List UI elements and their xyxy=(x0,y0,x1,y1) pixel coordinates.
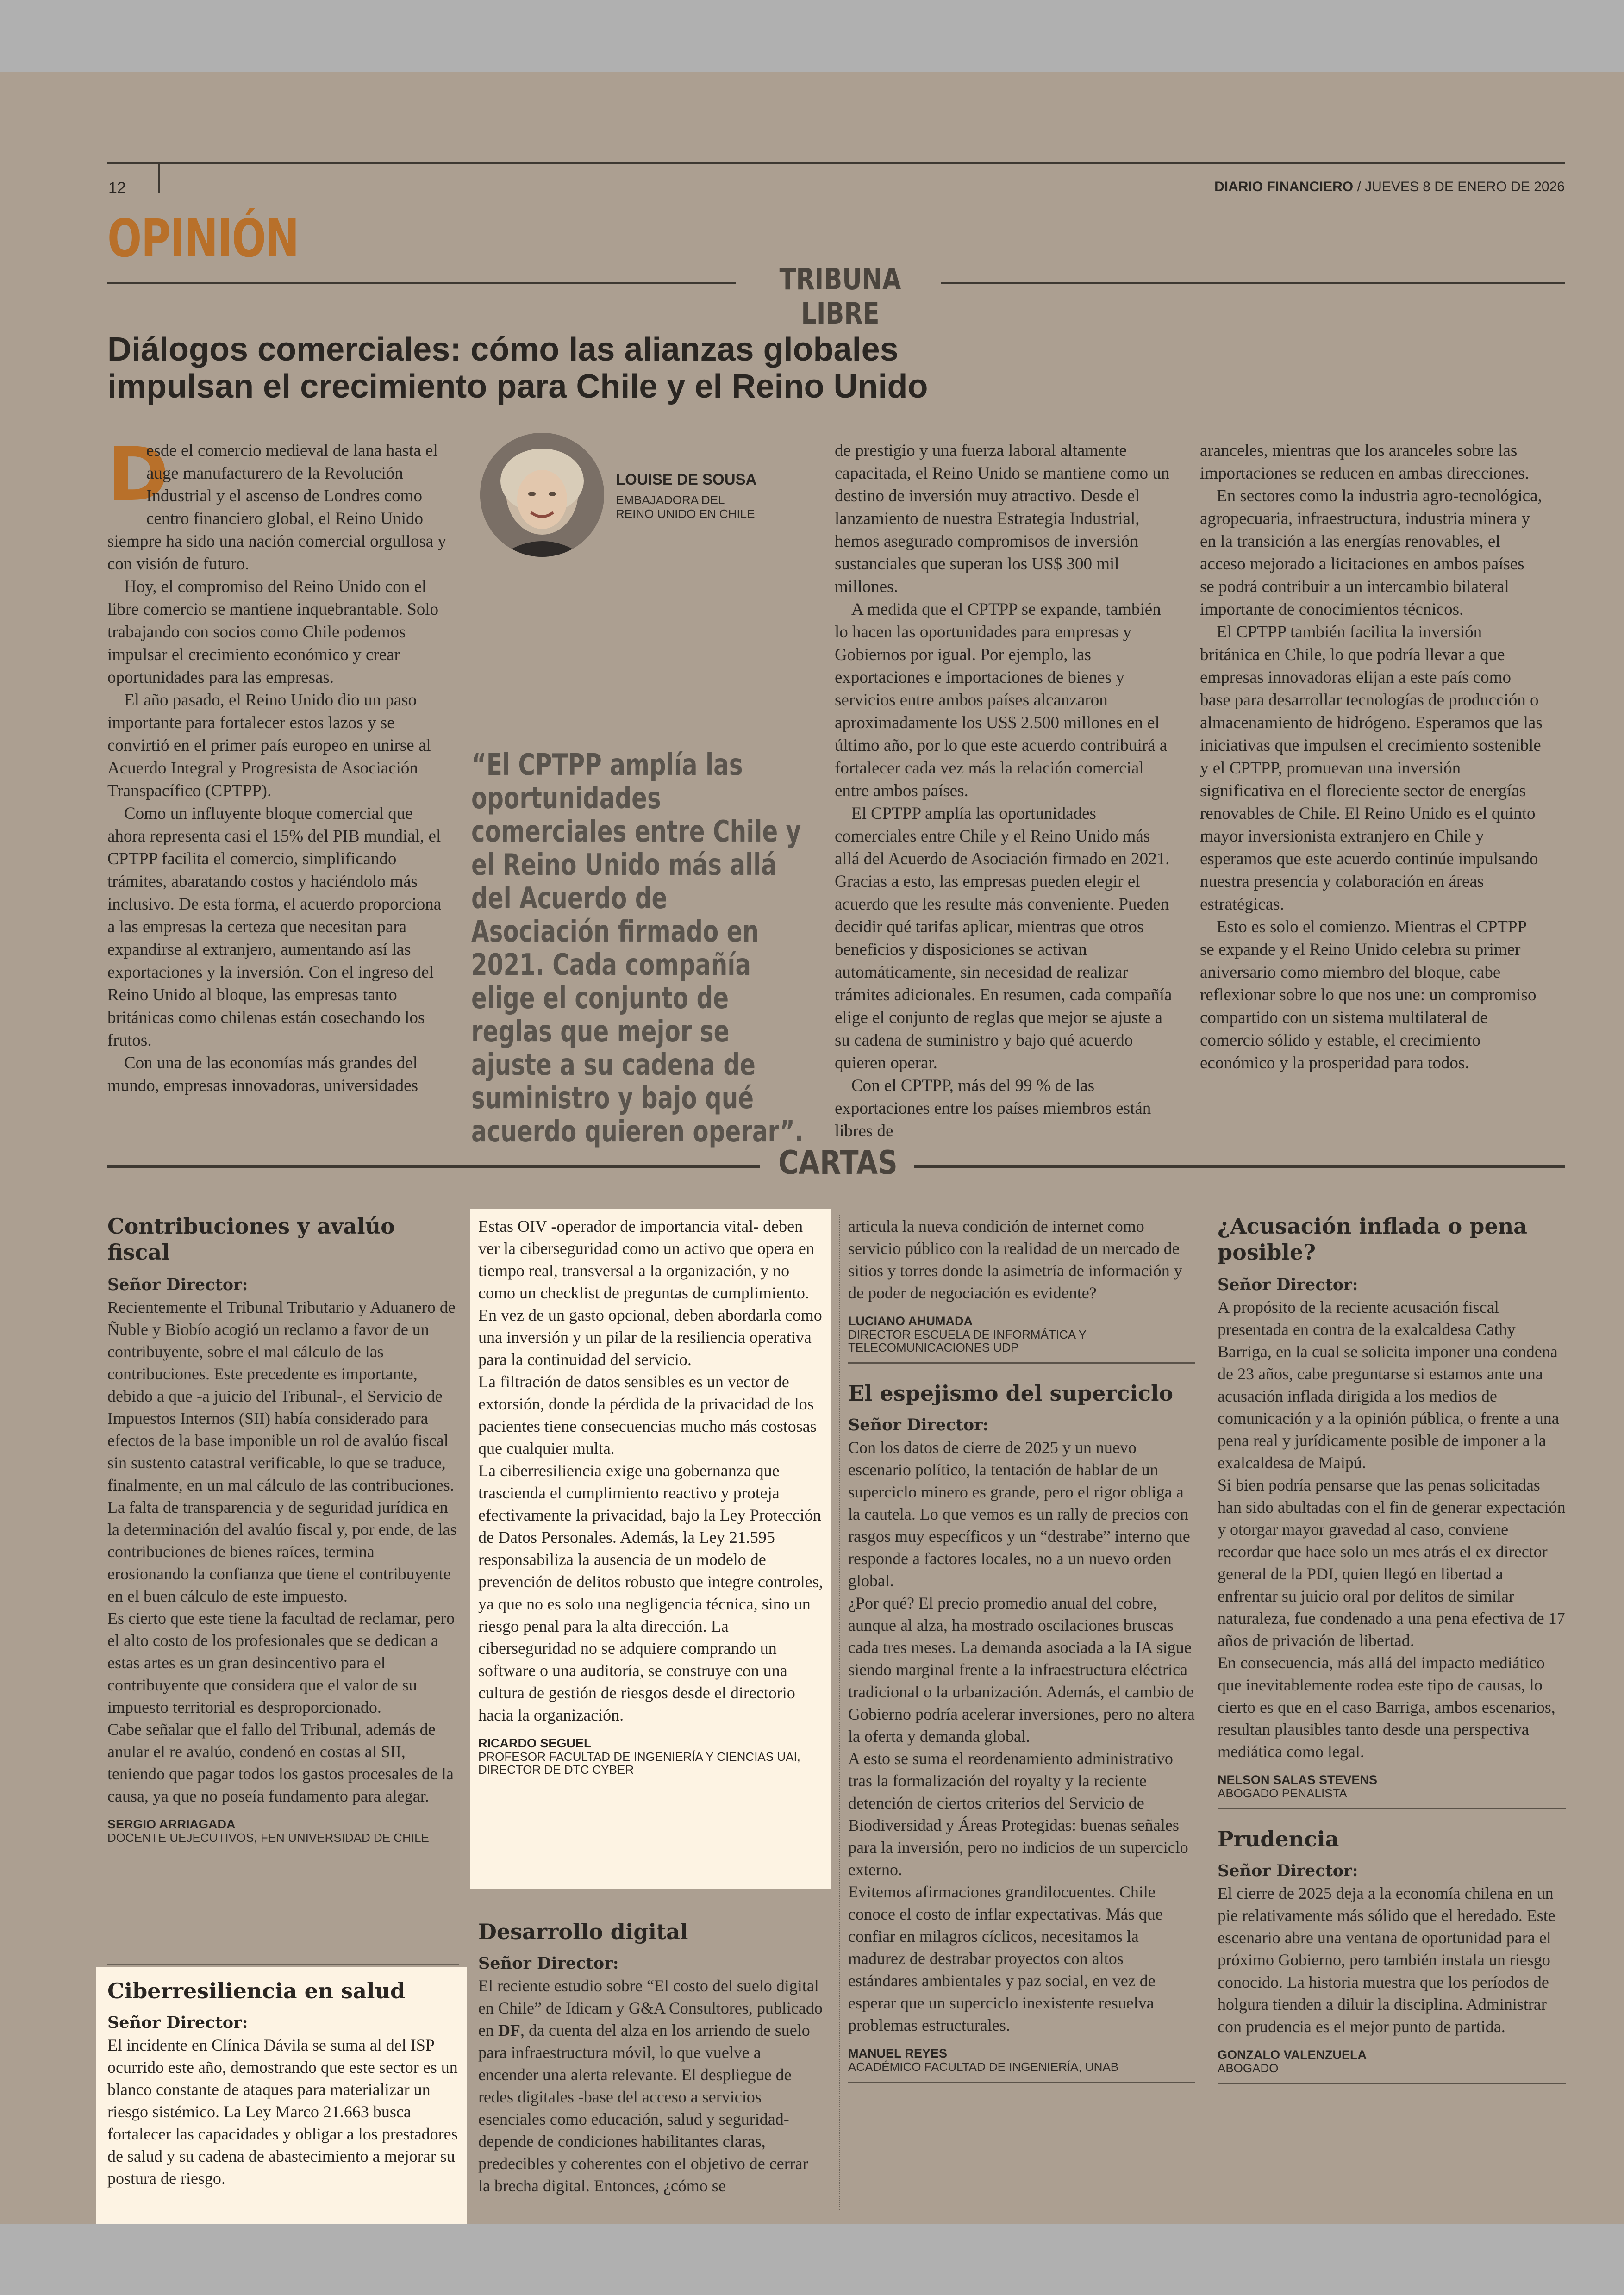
author-photo xyxy=(480,433,604,557)
letter-title: Ciberresiliencia en salud xyxy=(107,1978,406,2003)
paragraph: aranceles, mientras que los aranceles sobre las importaciones se reducen en ambas direcciones. xyxy=(1200,441,1529,483)
article-column-3 xyxy=(835,439,1177,1142)
letter-divider xyxy=(1218,1808,1566,1809)
paragraph: El CPTPP también facilita la inversión británica en Chile, lo que podría llevar a que empresas innovadoras elijan a este país como base para desarrollar tecnologías de producción o almacenamiento de hidrógeno. Esperamos que las iniciativas que impulsen el crecimiento sostenible y el CPTPP, promuevan una inversión significativa en el floreciente sector de energías renovables de Chile. El Reino Unido es el quinto mayor inversionista extranjero en Chile y esperamos que este acuerdo continúe impulsando nuestra presencia y colaboración en áreas estratégicas. xyxy=(1200,623,1543,914)
paragraph: Esto es solo el comienzo. Mientras el CPTPP se expande y el Reino Unido celebra su primer aniversario como miembro del bloque, cabe reflexionar sobre lo que nos une: un compromiso compartido con un sistema multilateral de comercio sólido y estable, el crecimiento económico y la prosperidad para todos. xyxy=(1200,917,1537,1073)
letters-column-3 xyxy=(848,1215,1195,2083)
letter-signer-role: ACADÉMICO FACULTAD DE INGENIERÍA, UNAB xyxy=(848,2060,1119,2074)
letter-body: articula la nueva condición de internet como servicio público con la realidad de un mercado de sitios y torres donde la asimetría de información y de poder de negociación es evidente? xyxy=(848,1217,1182,1302)
paragraph: A medida que el CPTPP se expande, también lo hacen las oportunidades para empresas y Gobiernos por igual. Por ejemplo, las exportaciones e importaciones de bienes y servicios entre ambos países alcanzaron aproximadamente los US$ 2.500 millones en el último año, por lo que este acuerdo contribuirá a fortalecer cada vez más la relación comercial entre ambos países. xyxy=(835,600,1168,800)
paragraph: de prestigio y una fuerza laboral altamente capacitada, el Reino Unido se mantiene como un destino de inversión muy atractivo. Desde el lanzamiento de nuestra Estrategia Industrial, hemos asegurado compromisos de inversión sustanciales que superan los US$ 300 mil millones. xyxy=(835,441,1170,596)
author-block xyxy=(616,471,756,521)
letters-column-4 xyxy=(1218,1213,1566,2084)
salutation: Señor Director: xyxy=(1218,1275,1358,1294)
letter-signer: NELSON SALAS STEVENS xyxy=(1218,1773,1378,1787)
letter-title: Prudencia xyxy=(1218,1827,1339,1852)
salutation: Señor Director: xyxy=(107,1275,248,1294)
newspaper-page xyxy=(0,72,1624,2224)
letter-body: El incidente en Clínica Dávila se suma al del ISP ocurrido este año, demostrando que este sector es un blanco constante de ataques para materializar un riesgo sistémico. La Ley Marco 21.663 busca fortalecer las capacidades y obligar a los prestadores de salud y su cadena de abastecimiento a mejorar su postura de riesgo. xyxy=(107,2036,458,2188)
letter-signer: MANUEL REYES xyxy=(848,2046,948,2060)
article-column-4 xyxy=(1200,439,1543,1074)
letter-body: El reciente estudio sobre “El costo del suelo digital en Chile” de Idicam y G&A Consultores, publicado en DF, da cuenta del alza en los arriendo de suelo para infraestructura móvil, lo que vuelve a encender una alerta relevante. El despliegue de redes digitales -base del acceso a servicios esenciales como educación, salud y seguridad- depende de condiciones habilitantes claras, predecibles y coherentes con el objetivo de cerrar la brecha digital. Entonces, ¿cómo se xyxy=(478,1977,823,2195)
letter-body: Estas OIV -operador de importancia vital- deben ver la ciberseguridad como un activo que opera en tiempo real, transversal a la organización, y no como un checklist de preguntas de cumplimiento. En vez de un gasto opcional, deben abordarla como una inversión y un pilar de la resiliencia operativa para la continuidad del servicio. La filtración de datos sensibles es un vector de extorsión, donde la pérdida de la privacidad de los pacientes tiene consecuencias mucho más costosas que cualquier multa. La ciberresiliencia exige una gobernanza que trascienda el cumplimiento reactivo y proteja efectivamente la privacidad, bajo la Ley Protección de Datos Personales. Además, la Ley 21.595 responsabiliza la ausencia de un modelo de prevención de delitos robusto que integre controles, ya que no es solo una negligencia técnica, sino un riesgo penal para la alta dirección. La ciberseguridad no se adquiere comprando un software o una auditoría, se construye con una cultura de gestión de riesgos desde el directorio hacia la organización. xyxy=(478,1217,823,1724)
masthead: DIARIO FINANCIERO xyxy=(1214,179,1354,194)
paragraph: El año pasado, el Reino Unido dio un paso importante para fortalecer estos lazos y se convirtió en el primer país europeo en unirse al Acuerdo Integral y Progresista de Asociación Transpacífico (CPTPP). xyxy=(107,691,431,800)
letter-title: ¿Acusación inflada o pena posible? xyxy=(1218,1214,1527,1265)
tribuna-rule-left xyxy=(107,282,736,284)
salutation: Señor Director: xyxy=(1218,1861,1358,1880)
article-headline: Diálogos comerciales: cómo las alianzas globales impulsan el crecimiento para Chile y el Reino Unido xyxy=(107,331,928,405)
subsection-title: TRIBUNA LIBRE xyxy=(779,262,901,331)
letter-signer-role: DOCENTE UEJECUTIVOS, FEN UNIVERSIDAD DE CHILE xyxy=(107,1831,429,1845)
letter-signer-role: DIRECTOR ESCUELA DE INFORMÁTICA Y TELECOMUNICACIONES UDP xyxy=(848,1328,1087,1354)
portrait-photo-icon xyxy=(480,433,604,557)
paragraph: Como un influyente bloque comercial que ahora representa casi el 15% del PIB mundial, el CPTPP facilita el comercio, simplificando trámites, abaratando costos y haciéndolo más inclusivo. De esta forma, el acuerdo proporciona a las empresas la certeza que necesitan para expandirse al extranjero, aumentando así las exportaciones y la inversión. Con el ingreso del Reino Unido al bloque, las empresas tanto británicas como chilenas están cosechando los frutos. xyxy=(107,804,442,1050)
tribuna-rule-right xyxy=(941,282,1565,284)
paragraph: Hoy, el compromiso del Reino Unido con el libre comercio se mantiene inquebrantable. Solo trabajando con socios como Chile podemos impulsar el crecimiento económico y crear oportunidades para las empresas. xyxy=(107,577,439,687)
drop-cap: D xyxy=(107,431,169,518)
letter-desarrollo-digital xyxy=(478,1919,824,2197)
column-separator xyxy=(839,1215,840,2210)
cartas-rule-left xyxy=(107,1165,760,1168)
letter-signer-role: ABOGADO PENALISTA xyxy=(1218,1786,1347,1800)
letter-divider xyxy=(848,2082,1195,2083)
letter-signer: RICARDO SEGUEL xyxy=(478,1736,592,1750)
letter-body: Con los datos de cierre de 2025 y un nuevo escenario político, la tentación de hablar de un superciclo minero es grande, pero el rigor obliga a la cautela. Lo que vemos es un rally de precios con rasgos muy específicos y un “destrabe” interno que responde a factores locales, no a un nuevo orden global. ¿Por qué? El precio promedio anual del cobre, aunque al alza, ha mostrado oscilaciones bruscas cada tres meses. La demanda asociada a la IA sigue siendo marginal frente a la infraestructura eléctrica tradicional o la urbanización. Además, el cambio de Gobierno podría acelerar inversiones, pero no altera la oferta y demanda global. A esto se suma el reordenamiento administrativo tras la formalización del royalty y la reciente detención de ciertos criterios del Servicio de Biodiversidad y Áreas Protegidas: buenas señales para la inversión, pero no indicios de un superciclo externo. Evitemos afirmaciones grandilocuentes. Chile conoce el costo de inflar expectativas. Más que confiar en milagros cíclicos, necesitamos la madurez de destrabar proyectos con altos estándares ambientales y paz social, en vez de esperar que un superciclo inexistente resuelva problemas estructurales. xyxy=(848,1438,1195,2034)
top-rule-tick xyxy=(158,164,160,193)
letter-body: A propósito de la reciente acusación fiscal presentada en contra de la exalcaldesa Cathy Barriga, en la cual se solicita imponer una condena de 23 años, cabe preguntarse si estamos ante una acusación inflada dirigida a los medios de comunicación y a la opinión pública, o frente a una pena real y jurídicamente posible de imponer a la exalcaldesa de Maipú. Si bien podría pensarse que las penas solicitadas han sido abultadas con el fin de generar expectación y otorgar mayor gravedad al caso, conviene recordar que hace solo un mes atrás el ex director general de la PDI, quien llegó en libertad a enfrentar su juicio oral por delitos de similar naturaleza, fue condenado a una pena efectiva de 17 años de privación de libertad. En consecuencia, más allá del impacto mediático que inevitablemente rodea este tipo de causas, lo cierto es que en el caso Barriga, ambos escenarios, resultan plausibles tanto desde una perspectiva mediática como legal. xyxy=(1218,1298,1566,1761)
letter-signer-role: ABOGADO xyxy=(1218,2061,1279,2075)
cartas-heading: CARTAS xyxy=(778,1144,898,1182)
cartas-rule-right xyxy=(914,1165,1565,1168)
letter-divider xyxy=(848,1362,1195,1364)
paragraph: Con el CPTPP, más del 99 % de las exportaciones entre los países miembros están libres de xyxy=(835,1076,1151,1141)
letter-signer: SERGIO ARRIAGADA xyxy=(107,1817,236,1831)
letter-signer-role: PROFESOR FACULTAD DE INGENIERÍA Y CIENCIAS UAI, DIRECTOR DE DTC CYBER xyxy=(478,1750,800,1777)
letter-signer: LUCIANO AHUMADA xyxy=(848,1314,973,1328)
salutation: Señor Director: xyxy=(848,1416,989,1434)
page-number: 12 xyxy=(108,179,126,197)
letter-body: El cierre de 2025 deja a la economía chilena en un pie relativamente más sólido que el heredado. Este escenario abre una ventana de oportunidad para el próximo Gobierno, pero también instala un riesgo conocido. La historia muestra que los períodos de holgura tienden a diluir la disciplina. Administrar con prudencia es el mejor punto de partida. xyxy=(1218,1884,1555,2036)
letter-ciberresiliencia-part1 xyxy=(107,1978,459,2189)
paragraph: Con una de las economías más grandes del mundo, empresas innovadoras, universidades xyxy=(107,1054,418,1095)
letters-column-1 xyxy=(107,1213,459,1844)
issue-date: / JUEVES 8 DE ENERO DE 2026 xyxy=(1357,179,1565,194)
article-column-1: D esde el comercio medieval de lana hasta el auge manufacturero de la Revolución Industrial y el ascenso de Londres como centro financiero global, el Reino Unido siempre ha sido una nación comercial orgullosa y con visión de futuro. Hoy, el compromiso del Reino Unido con el libre comercio se mantiene inquebrantable. Solo trabajando con socios como Chile podemos impulsar el crecimiento económico y crear oportunidades para las empresas. El año pasado, el Reino Unido dio un paso importante para fortalecer estos lazos y se convirtió en el primer país europeo en unirse al Acuerdo Integral y Progresista de Asociación Transpacífico (CPTPP). Como un influyente bloque comercial que ahora representa casi el 15% del PIB mundial, el CPTPP facilita el comercio, simplificando trámites, abaratando costos y haciéndolo más inclusivo. De esta forma, el acuerdo proporciona a las empresas la certeza que necesitan para expandirse al extranjero, aumentando así las exportaciones y la inversión. Con el ingreso del Reino Unido al bloque, las empresas tanto británicas como chilenas están cosechando los frutos. Con una de las economías más grandes del mundo, empresas innovadoras, universidades xyxy=(107,439,450,1097)
paragraph: El CPTPP amplía las oportunidades comerciales entre Chile y el Reino Unido más allá del Acuerdo de Asociación firmado en 2021. Gracias a esto, las empresas pueden elegir el acuerdo que les resulte más conveniente. Pueden decidir qué tarifas aplicar, mientras que otros beneficios y disposiciones se activan automáticamente, sin necesidad de realizar trámites adicionales. En resumen, cada compañía elige el conjunto de reglas que mejor se ajuste a su cadena de suministro y bajo qué acuerdo quieren operar. xyxy=(835,804,1172,1073)
column-divider xyxy=(107,1964,459,1965)
masthead-line xyxy=(1214,179,1565,195)
letter-signer: GONZALO VALENZUELA xyxy=(1218,2048,1367,2062)
top-rule xyxy=(107,162,1565,164)
letter-title: El espejismo del superciclo xyxy=(848,1381,1174,1406)
letter-title: Contribuciones y avalúo fiscal xyxy=(107,1214,395,1265)
letter-body: Recientemente el Tribunal Tributario y Aduanero de Ñuble y Biobío acogió un reclamo a favor de un contribuyente, sobre el mal cálculo de las contribuciones. Este precedente es importante, debido a que -a juicio del Tribunal-, el Servicio de Impuestos Internos (SII) había considerado para efectos de la base imponible un rol de avalúo fiscal sin sustento catastral verificable, lo que se traduce, finalmente, en un mal cálculo de las contribuciones. La falta de transparencia y de seguridad jurídica en la determinación del avalúo fiscal y, por ende, de las contribuciones de bienes raíces, termina erosionando la confianza que tiene el contribuyente en el buen cálculo de este impuesto. Es cierto que este tiene la facultad de reclamar, pero el alto costo de los profesionales que se dedican a estas artes es un gran desincentivo para el contribuyente que considera que el valor de su impuesto territorial es desproporcionado. Cabe señalar que el fallo del Tribunal, además de anular el re avalúo, condenó en costas al SII, teniendo que pagar todos los gastos procesales de la causa, ya que no poseía fundamento para alegar. xyxy=(107,1298,457,1805)
letter-title: Desarrollo digital xyxy=(478,1919,688,1944)
paragraph: En sectores como la industria agro-tecnológica, agropecuaria, infraestructura, industria minera y en la transición a las energías renovables, el acceso mejorado a licitaciones en ambos países se podrá contribuir a un intercambio bilateral importante de conocimientos técnicos. xyxy=(1200,486,1542,619)
salutation: Señor Director: xyxy=(478,1954,619,1973)
author-name: LOUISE DE SOUSA xyxy=(616,471,757,488)
section-title: OPINIÓN xyxy=(107,209,299,269)
pull-quote: “El CPTPP amplía las oportunidades comerciales entre Chile y el Reino Unido más allá del Acuerdo de Asociación firmado en 2021. Cada compañía elige el conjunto de reglas que mejor se ajuste a su cadena de suministro y bajo qué acuerdo quieren operar”. xyxy=(471,748,804,1149)
letter-divider xyxy=(1218,2083,1566,2084)
letter-ciberresiliencia-part2 xyxy=(478,1215,824,1776)
author-role: EMBAJADORA DEL REINO UNIDO EN CHILE xyxy=(616,493,755,521)
salutation: Señor Director: xyxy=(107,2013,248,2032)
